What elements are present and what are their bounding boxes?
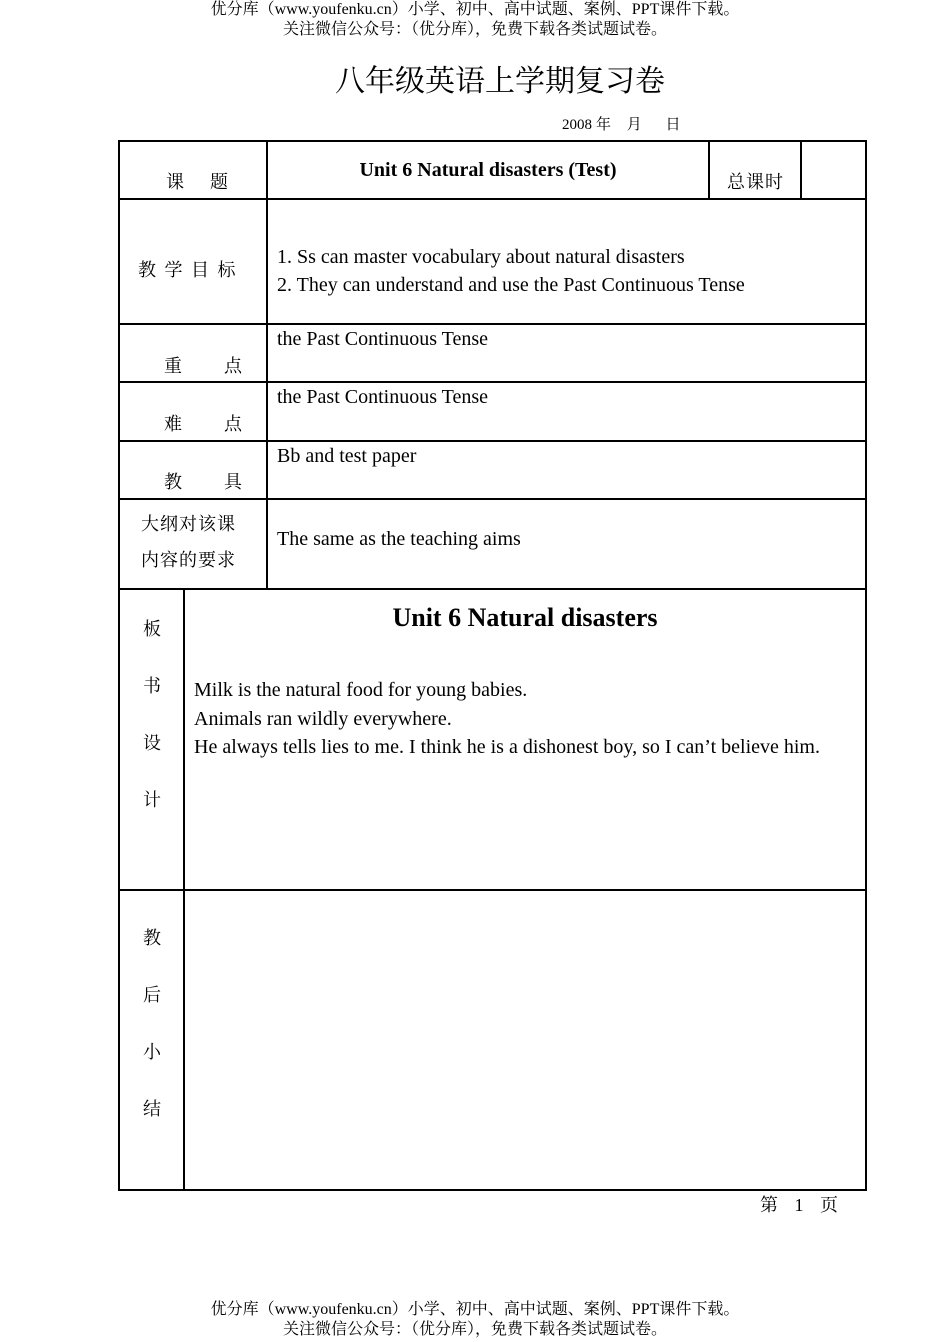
row-divider	[118, 323, 867, 325]
board-label-char: 设	[143, 733, 161, 753]
topic-value: Unit 6 Natural disasters (Test)	[359, 159, 617, 181]
teaching-tools-value: Bb and test paper	[277, 445, 417, 467]
syllabus-value: The same as the teaching aims	[277, 528, 521, 550]
row-divider	[118, 198, 867, 200]
col-divider	[183, 588, 185, 1191]
syllabus-label-line1: 大纲对该课	[141, 514, 236, 534]
col-divider	[266, 140, 268, 590]
date-month-unit: 月	[626, 117, 642, 133]
header-banner	[0, 0, 950, 40]
summary-label-char: 结	[143, 1099, 161, 1119]
header-banner-line1: 优分库（www.youfenku.cn）小学、初中、高中试题、案例、PPT课件下载。	[210, 1, 740, 18]
aims-label: 教 学 目 标	[138, 260, 238, 280]
page-number-suffix: 页	[820, 1195, 838, 1215]
row-divider	[118, 440, 867, 442]
board-line: Animals ran wildly everywhere.	[194, 707, 452, 730]
date-day-unit: 日	[665, 117, 681, 133]
board-label-char: 计	[143, 790, 161, 810]
header-banner-line2: 关注微信公众号：（优分库），免费下载各类试题试卷。	[282, 21, 667, 38]
teaching-tools-label: 教 具	[164, 472, 244, 492]
col-divider	[800, 140, 802, 200]
key-point-label: 重 点	[164, 356, 244, 376]
table-border-left	[118, 140, 120, 1191]
page-number	[760, 1193, 838, 1217]
summary-label-char: 小	[143, 1042, 161, 1062]
table-border-bottom	[118, 1189, 867, 1191]
difficult-point-label: 难 点	[164, 414, 244, 434]
footer-banner-line2: 关注微信公众号：（优分库），免费下载各类试题试卷。	[282, 1321, 667, 1338]
summary-label-char: 后	[143, 985, 161, 1005]
topic-label: 课 题	[166, 172, 232, 192]
board-title: Unit 6 Natural disasters	[392, 603, 658, 632]
date-year: 2008	[562, 117, 592, 133]
col-divider	[708, 140, 710, 200]
hours-label: 总课时	[727, 172, 784, 192]
aim-item-1: 1. Ss can master vocabulary about natural disasters	[277, 246, 685, 268]
key-point-value: the Past Continuous Tense	[277, 328, 489, 350]
summary-label-char: 教	[143, 928, 161, 948]
aim-item-2: 2. They can understand and use the Past Continuous Tense	[277, 274, 745, 296]
document-title: 八年级英语上学期复习卷	[335, 65, 665, 98]
syllabus-label-line2: 内容的要求	[141, 550, 236, 570]
row-divider	[118, 498, 867, 500]
board-line: Milk is the natural food for young babies.	[194, 679, 528, 701]
row-divider	[118, 889, 867, 891]
date-year-unit: 年	[596, 117, 612, 133]
page-number-value: 1	[794, 1195, 804, 1215]
board-content	[194, 676, 858, 762]
footer-banner-line1: 优分库（www.youfenku.cn）小学、初中、高中试题、案例、PPT课件下载。	[210, 1301, 740, 1318]
row-divider	[118, 588, 867, 590]
row-divider	[118, 381, 867, 383]
board-line: He always tells lies to me. I think he is a dishonest boy, so I can’t believe him.	[194, 736, 820, 758]
footer-banner	[0, 1300, 950, 1340]
table-border-right	[865, 140, 867, 1191]
board-label-char: 书	[143, 676, 161, 696]
date-line	[562, 115, 685, 135]
board-label-char: 板	[143, 619, 161, 639]
difficult-point-value: the Past Continuous Tense	[277, 386, 489, 408]
table-border-top	[118, 140, 867, 142]
page-number-prefix: 第	[760, 1195, 778, 1215]
